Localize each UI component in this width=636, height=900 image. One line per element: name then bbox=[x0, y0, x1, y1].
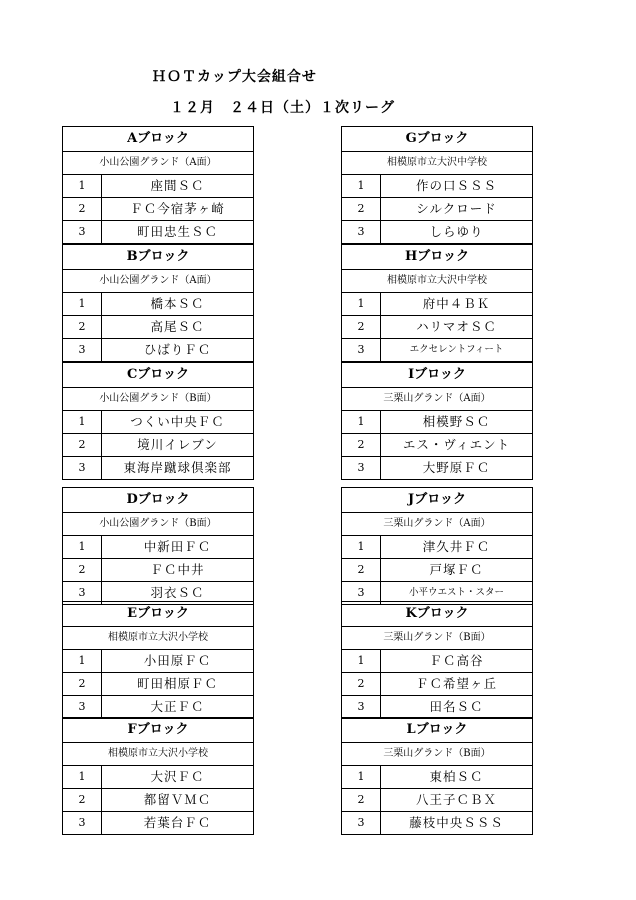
team-number: 1 bbox=[63, 411, 102, 433]
block-venue: 相模原市立大沢小学校 bbox=[63, 627, 253, 650]
team-row bbox=[63, 650, 253, 673]
team-row bbox=[63, 411, 253, 434]
team-name: 小平ウエスト・スター bbox=[408, 587, 504, 598]
block-a bbox=[62, 126, 254, 244]
team-number: 1 bbox=[342, 650, 381, 672]
team-name: つくい中央ＦＣ bbox=[130, 414, 225, 429]
team-number: 2 bbox=[342, 789, 381, 811]
team-number: 1 bbox=[342, 175, 381, 197]
team-name: シルクロード bbox=[416, 201, 497, 216]
team-number: 1 bbox=[342, 411, 381, 433]
team-row bbox=[63, 457, 253, 479]
team-name: 東海岸蹴球倶楽部 bbox=[123, 460, 232, 475]
team-name: ＦＣ今宿茅ヶ崎 bbox=[130, 201, 225, 216]
team-name: ＦＣ中井 bbox=[150, 562, 205, 577]
block-j bbox=[341, 487, 533, 605]
page-title: ＨＯＴカップ大会組合せ bbox=[152, 69, 317, 85]
team-name: 戸塚ＦＣ bbox=[429, 562, 484, 577]
block-venue: 小山公園グランド（A面） bbox=[63, 152, 253, 175]
team-name: 大野原ＦＣ bbox=[422, 460, 491, 475]
team-name: 作の口ＳＳＳ bbox=[415, 178, 497, 193]
block-title: Aブロック bbox=[63, 127, 253, 152]
team-name: 橋本ＳＣ bbox=[150, 296, 205, 311]
team-row bbox=[342, 789, 532, 812]
block-l bbox=[341, 717, 533, 835]
block-venue: 小山公園グランド（A面） bbox=[63, 270, 253, 293]
team-number: 3 bbox=[342, 339, 381, 361]
team-name: 高尾ＳＣ bbox=[150, 319, 205, 334]
team-row bbox=[63, 812, 253, 834]
block-title: Bブロック bbox=[63, 245, 253, 270]
block-e bbox=[62, 601, 254, 719]
team-row bbox=[342, 766, 532, 789]
team-row bbox=[63, 434, 253, 457]
team-name: 町田相原ＦＣ bbox=[136, 676, 218, 691]
team-number: 1 bbox=[342, 293, 381, 315]
team-number: 1 bbox=[342, 536, 381, 558]
block-title: Iブロック bbox=[342, 363, 532, 388]
team-number: 2 bbox=[342, 559, 381, 581]
team-number: 2 bbox=[63, 789, 102, 811]
team-number: 2 bbox=[342, 198, 381, 220]
block-title: Gブロック bbox=[342, 127, 532, 152]
team-row bbox=[63, 221, 253, 243]
team-number: 1 bbox=[63, 293, 102, 315]
block-k bbox=[341, 601, 533, 719]
team-row bbox=[342, 559, 532, 582]
team-number: 2 bbox=[63, 559, 102, 581]
team-name: 相模野ＳＣ bbox=[422, 414, 491, 429]
block-title: Cブロック bbox=[63, 363, 253, 388]
team-row bbox=[342, 536, 532, 559]
team-name: 東柏ＳＣ bbox=[429, 769, 484, 784]
team-name: 境川イレブン bbox=[137, 437, 218, 452]
block-venue: 小山公園グランド（B面） bbox=[63, 388, 253, 411]
team-row bbox=[63, 789, 253, 812]
block-h bbox=[341, 244, 533, 362]
team-name: 八王子ＣＢＸ bbox=[415, 792, 497, 807]
team-number: 3 bbox=[342, 812, 381, 834]
team-row bbox=[342, 221, 532, 243]
team-name: 座間ＳＣ bbox=[150, 178, 205, 193]
team-number: 1 bbox=[63, 766, 102, 788]
team-row bbox=[63, 559, 253, 582]
team-name: エス・ヴィエント bbox=[402, 437, 511, 452]
team-number: 2 bbox=[63, 673, 102, 695]
team-name: 町田忠生ＳＣ bbox=[136, 224, 218, 239]
team-number: 3 bbox=[342, 696, 381, 718]
team-number: 3 bbox=[63, 582, 102, 604]
block-b bbox=[62, 244, 254, 362]
team-row bbox=[63, 766, 253, 789]
team-name: ＦＣ希望ヶ丘 bbox=[415, 676, 497, 691]
team-number: 1 bbox=[63, 536, 102, 558]
team-row bbox=[342, 434, 532, 457]
team-row bbox=[63, 293, 253, 316]
team-row bbox=[63, 339, 253, 361]
block-venue: 相模原市立大沢中学校 bbox=[342, 152, 532, 175]
team-number: 2 bbox=[342, 316, 381, 338]
block-g bbox=[341, 126, 533, 244]
team-number: 3 bbox=[63, 221, 102, 243]
team-name: しらゆり bbox=[429, 224, 484, 239]
team-name: 津久井ＦＣ bbox=[422, 539, 491, 554]
block-d bbox=[62, 487, 254, 605]
team-row bbox=[342, 812, 532, 834]
block-venue: 小山公園グランド（B面） bbox=[63, 513, 253, 536]
team-number: 1 bbox=[63, 175, 102, 197]
team-number: 3 bbox=[342, 582, 381, 604]
team-name: 府中４ＢＫ bbox=[422, 296, 491, 311]
team-number: 2 bbox=[63, 434, 102, 456]
team-number: 3 bbox=[63, 812, 102, 834]
team-name: 大沢ＦＣ bbox=[150, 769, 205, 784]
block-venue: 三栗山グランド（A面） bbox=[342, 513, 532, 536]
team-row bbox=[63, 316, 253, 339]
block-i bbox=[341, 362, 533, 480]
team-row bbox=[63, 536, 253, 559]
block-title: Kブロック bbox=[342, 602, 532, 627]
block-title: Eブロック bbox=[63, 602, 253, 627]
team-name: 藤枝中央ＳＳＳ bbox=[409, 815, 504, 830]
team-number: 2 bbox=[63, 198, 102, 220]
block-title: Lブロック bbox=[342, 718, 532, 743]
team-name: ひばりＦＣ bbox=[143, 342, 212, 357]
team-row bbox=[342, 696, 532, 718]
block-venue: 相模原市立大沢小学校 bbox=[63, 743, 253, 766]
team-number: 3 bbox=[342, 221, 381, 243]
team-row bbox=[342, 316, 532, 339]
team-number: 3 bbox=[63, 457, 102, 479]
team-row bbox=[63, 198, 253, 221]
block-venue: 三栗山グランド（B面） bbox=[342, 743, 532, 766]
team-row bbox=[342, 293, 532, 316]
team-number: 2 bbox=[342, 673, 381, 695]
team-number: 1 bbox=[342, 766, 381, 788]
block-title: Dブロック bbox=[63, 488, 253, 513]
block-title: Jブロック bbox=[342, 488, 532, 513]
team-row bbox=[342, 198, 532, 221]
block-venue: 三栗山グランド（B面） bbox=[342, 627, 532, 650]
team-row bbox=[342, 411, 532, 434]
team-number: 2 bbox=[63, 316, 102, 338]
team-number: 1 bbox=[63, 650, 102, 672]
team-name: ハリマオＳＣ bbox=[416, 319, 497, 334]
team-name: エクセレントフィート bbox=[409, 344, 504, 355]
block-c bbox=[62, 362, 254, 480]
team-row bbox=[342, 457, 532, 479]
team-row bbox=[342, 673, 532, 696]
team-row bbox=[63, 673, 253, 696]
block-title: Fブロック bbox=[63, 718, 253, 743]
team-row bbox=[342, 175, 532, 198]
team-name: 中新田ＦＣ bbox=[143, 539, 212, 554]
team-name: 小田原ＦＣ bbox=[143, 653, 212, 668]
team-row bbox=[63, 696, 253, 718]
team-row bbox=[342, 650, 532, 673]
team-name: 田名ＳＣ bbox=[429, 699, 484, 714]
team-name: 大正ＦＣ bbox=[150, 699, 205, 714]
team-row bbox=[63, 175, 253, 198]
team-number: 3 bbox=[342, 457, 381, 479]
team-name: 都留ＶＭＣ bbox=[143, 792, 212, 807]
team-row bbox=[342, 339, 532, 361]
block-title: Hブロック bbox=[342, 245, 532, 270]
block-venue: 相模原市立大沢中学校 bbox=[342, 270, 532, 293]
team-number: 3 bbox=[63, 696, 102, 718]
block-f bbox=[62, 717, 254, 835]
team-name: 羽衣ＳＣ bbox=[150, 585, 205, 600]
team-name: ＦＣ高谷 bbox=[429, 653, 484, 668]
team-number: 2 bbox=[342, 434, 381, 456]
block-venue: 三栗山グランド（A面） bbox=[342, 388, 532, 411]
page-subtitle: １２月 ２４日（土）１次リーグ bbox=[170, 100, 395, 116]
team-number: 3 bbox=[63, 339, 102, 361]
team-name: 若葉台ＦＣ bbox=[143, 815, 212, 830]
